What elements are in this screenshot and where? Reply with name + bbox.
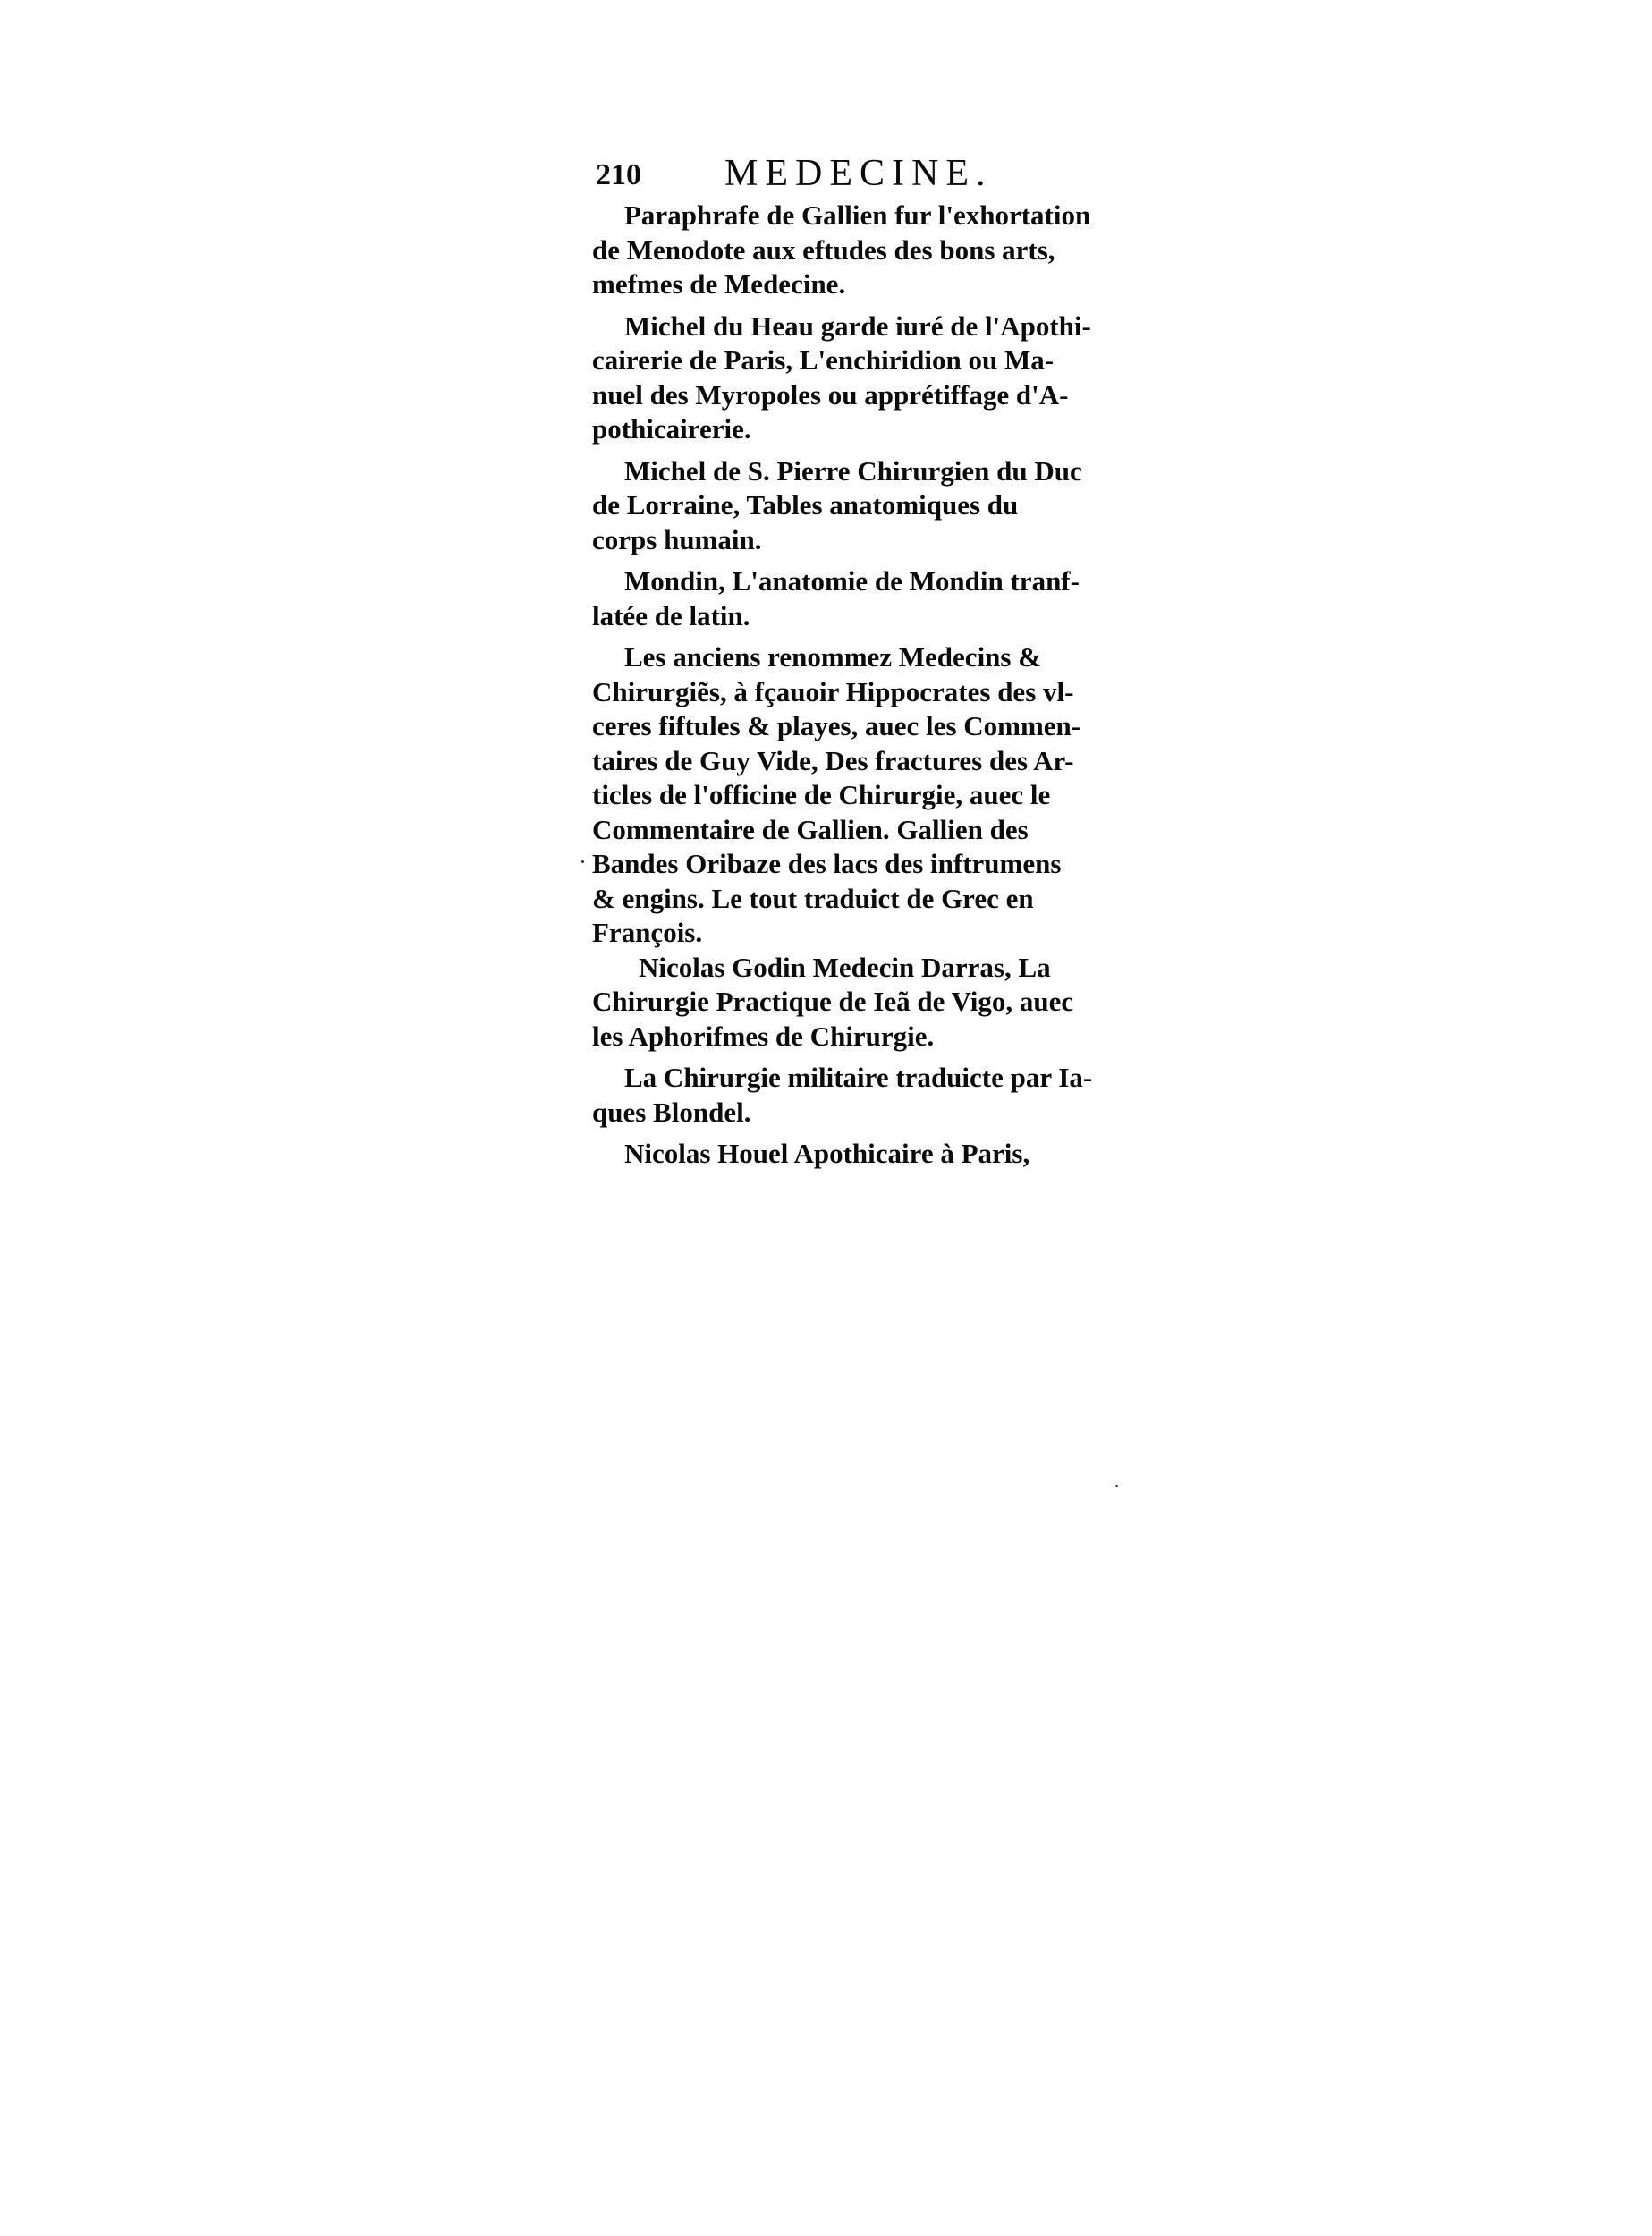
entry-nicolas-houel bbox=[592, 1137, 1138, 1172]
entry-anciens-medecins bbox=[592, 640, 1138, 951]
entry-line: Chirurgiẽs, à fçauoir Hippocrates des vl- bbox=[592, 675, 1074, 707]
entry-gap bbox=[592, 633, 1138, 640]
entry-line: Commentaire de Gallien. Gallien des bbox=[592, 813, 1029, 845]
entry-line: mefmes de Medecine. bbox=[592, 268, 846, 300]
entry-line: Michel de S. Pierre Chirurgien du Duc bbox=[624, 454, 1082, 487]
entry-michel-de-s-pierre bbox=[592, 454, 1138, 558]
entry-line: Nicolas Godin Medecin Darras, La bbox=[639, 951, 1051, 983]
page-title: MEDECINE. bbox=[724, 153, 993, 194]
running-head bbox=[592, 154, 1138, 195]
entry-line: La Chirurgie militaire traduicte par Ia- bbox=[624, 1062, 1093, 1093]
entry-mondin bbox=[592, 564, 1138, 633]
entry-line: ticles de l'officine de Chirurgie, auec le bbox=[592, 779, 1051, 810]
entry-line: ques Blondel. bbox=[592, 1096, 751, 1128]
entry-gap bbox=[592, 557, 1138, 564]
paper-speck bbox=[581, 860, 584, 863]
entry-line: Nicolas Houel Apothicaire à Paris, bbox=[624, 1138, 1030, 1169]
entry-paraphrase-gallien bbox=[592, 199, 1138, 302]
entry-line: ceres fiftules & playes, auec les Commen- bbox=[592, 710, 1081, 741]
entry-line: & engins. Le tout traduict de Grec en bbox=[592, 882, 1034, 914]
entry-line: de Menodote aux eftudes des bons arts, bbox=[592, 233, 1055, 266]
entry-line: de Lorraine, Tables anatomiques du bbox=[592, 489, 1019, 521]
paper-speck bbox=[1115, 1485, 1118, 1487]
entry-line: Paraphrafe de Gallien fur l'exhortation bbox=[624, 199, 1091, 231]
entry-line: François. bbox=[592, 917, 703, 948]
entry-chirurgie-militaire bbox=[592, 1061, 1138, 1130]
page-number: 210 bbox=[596, 158, 641, 191]
text-block bbox=[592, 154, 1138, 1172]
entry-gap bbox=[592, 447, 1138, 454]
entry-line: corps humain. bbox=[592, 523, 762, 555]
entry-gap bbox=[592, 1054, 1138, 1061]
entry-line: latée de latin. bbox=[592, 599, 750, 631]
entry-line: taires de Guy Vide, Des fractures des Ar- bbox=[592, 744, 1074, 776]
entry-line: cairerie de Paris, L'enchiridion ou Ma- bbox=[592, 344, 1055, 376]
entry-line: nuel des Myropoles ou apprétiffage d'A- bbox=[592, 378, 1069, 411]
entry-nicolas-godin bbox=[592, 951, 1138, 1054]
entry-gap bbox=[592, 1130, 1138, 1137]
entry-michel-du-heau bbox=[592, 309, 1138, 447]
entry-line: Les anciens renommez Medecins & bbox=[624, 641, 1042, 673]
entry-line: Chirurgie Practique de Ieã de Vigo, auec bbox=[592, 986, 1074, 1017]
entry-line: Michel du Heau garde iuré de l'Apothi- bbox=[624, 309, 1091, 342]
entry-line: Mondin, L'anatomie de Mondin tranf- bbox=[624, 565, 1080, 597]
entry-line: Bandes Oribaze des lacs des inftrumens bbox=[592, 848, 1062, 879]
entry-gap bbox=[592, 302, 1138, 309]
entry-line: pothicairerie. bbox=[592, 413, 751, 445]
entry-line: les Aphorifmes de Chirurgie. bbox=[592, 1020, 935, 1052]
